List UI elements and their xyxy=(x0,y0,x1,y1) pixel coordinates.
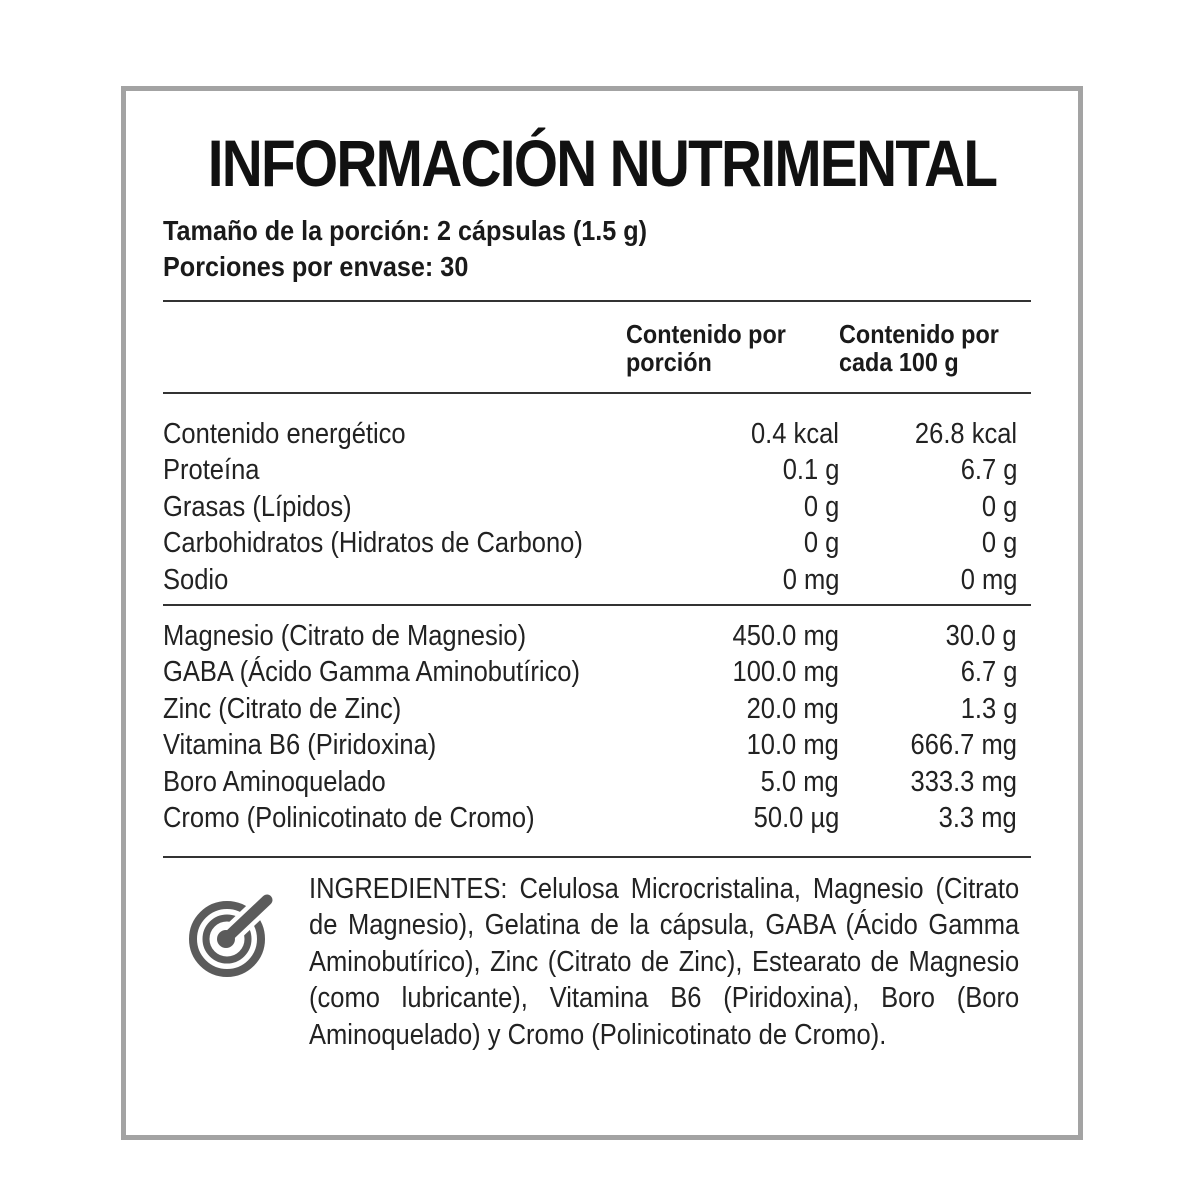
row-per-serving: 20.0 mg xyxy=(746,692,839,725)
row-per-serving: 0 g xyxy=(803,490,839,523)
row-label: Vitamina B6 (Piridoxina) xyxy=(163,729,437,762)
ingredients-text xyxy=(309,871,1019,1053)
table-row xyxy=(163,654,1031,690)
row-per-serving: 0 mg xyxy=(782,563,839,596)
mortar-pestle-icon xyxy=(183,887,279,983)
active-ingredient-rows xyxy=(163,618,1031,836)
row-per-100g: 6.7 g xyxy=(960,656,1017,689)
table-row xyxy=(163,452,1031,488)
row-label: Boro Aminoquelado xyxy=(163,765,386,798)
row-per-serving: 0.4 kcal xyxy=(751,418,839,450)
divider-nutrients xyxy=(163,604,1031,606)
row-per-100g: 0 mg xyxy=(960,563,1017,596)
table-row xyxy=(163,691,1031,727)
row-label: Proteína xyxy=(163,454,260,487)
column-header-per-serving-line2: porción xyxy=(626,347,712,377)
column-header-per-serving xyxy=(626,320,786,376)
serving-size: Tamaño de la porción: 2 cápsulas (1.5 g) xyxy=(163,215,648,246)
row-per-serving: 5.0 mg xyxy=(760,765,839,798)
table-row xyxy=(163,416,1031,452)
table-row xyxy=(163,618,1031,654)
row-per-100g: 0 g xyxy=(981,490,1017,523)
row-per-serving: 0 g xyxy=(803,527,839,560)
row-label: Grasas (Lípidos) xyxy=(163,490,352,523)
row-label: Zinc (Citrato de Zinc) xyxy=(163,692,402,725)
row-label: Contenido energético xyxy=(163,418,406,450)
table-row xyxy=(163,562,1031,598)
label-title: INFORMACIÓN NUTRIMENTAL xyxy=(207,126,997,200)
row-per-100g: 30.0 g xyxy=(946,620,1017,652)
nutrition-label-panel xyxy=(121,86,1083,1140)
row-label: Cromo (Polinicotinato de Cromo) xyxy=(163,801,535,834)
divider-top xyxy=(163,300,1031,302)
column-header-per-serving-line1: Contenido por xyxy=(626,319,786,349)
row-per-serving: 100.0 mg xyxy=(732,656,839,689)
ingredients-paragraph: INGREDIENTES: Celulosa Microcristalina, Magnesio (Citrato de Magnesio), Gelatina de la cápsula, GABA (Ácido Gamma Aminobutírico), Zinc (Citrato de Zinc), Estearato de Magnesio (como lubricante), Vitamina B6 (Piridoxina), Boro (Boro Aminoquelado) y Cromo (Polinicotinato de Cromo). xyxy=(309,873,1020,1051)
divider-ingredients xyxy=(163,856,1031,858)
column-header-per-100g xyxy=(839,320,999,376)
nutrient-rows xyxy=(163,416,1031,598)
row-per-100g: 333.3 mg xyxy=(910,765,1017,798)
table-row xyxy=(163,727,1031,763)
serving-info xyxy=(163,213,647,285)
row-per-serving: 0.1 g xyxy=(782,454,839,487)
row-per-100g: 1.3 g xyxy=(960,692,1017,725)
row-label: Magnesio (Citrato de Magnesio) xyxy=(163,620,527,652)
table-row xyxy=(163,489,1031,525)
row-label: Sodio xyxy=(163,563,229,596)
row-per-100g: 6.7 g xyxy=(960,454,1017,487)
row-per-100g: 26.8 kcal xyxy=(914,418,1017,450)
row-per-100g: 0 g xyxy=(981,527,1017,560)
divider-header xyxy=(163,392,1031,394)
row-label: Carbohidratos (Hidratos de Carbono) xyxy=(163,527,583,560)
row-per-serving: 10.0 mg xyxy=(746,729,839,762)
row-label: GABA (Ácido Gamma Aminobutírico) xyxy=(163,656,580,689)
table-row xyxy=(163,800,1031,836)
column-header-per-100g-line2: cada 100 g xyxy=(839,347,959,377)
table-row xyxy=(163,525,1031,561)
row-per-100g: 3.3 mg xyxy=(938,801,1017,834)
table-row xyxy=(163,764,1031,800)
row-per-serving: 450.0 mg xyxy=(732,620,839,652)
row-per-serving: 50.0 µg xyxy=(753,801,839,834)
column-header-per-100g-line1: Contenido por xyxy=(839,319,999,349)
servings-per-container: Porciones por envase: 30 xyxy=(163,251,469,282)
row-per-100g: 666.7 mg xyxy=(910,729,1017,762)
